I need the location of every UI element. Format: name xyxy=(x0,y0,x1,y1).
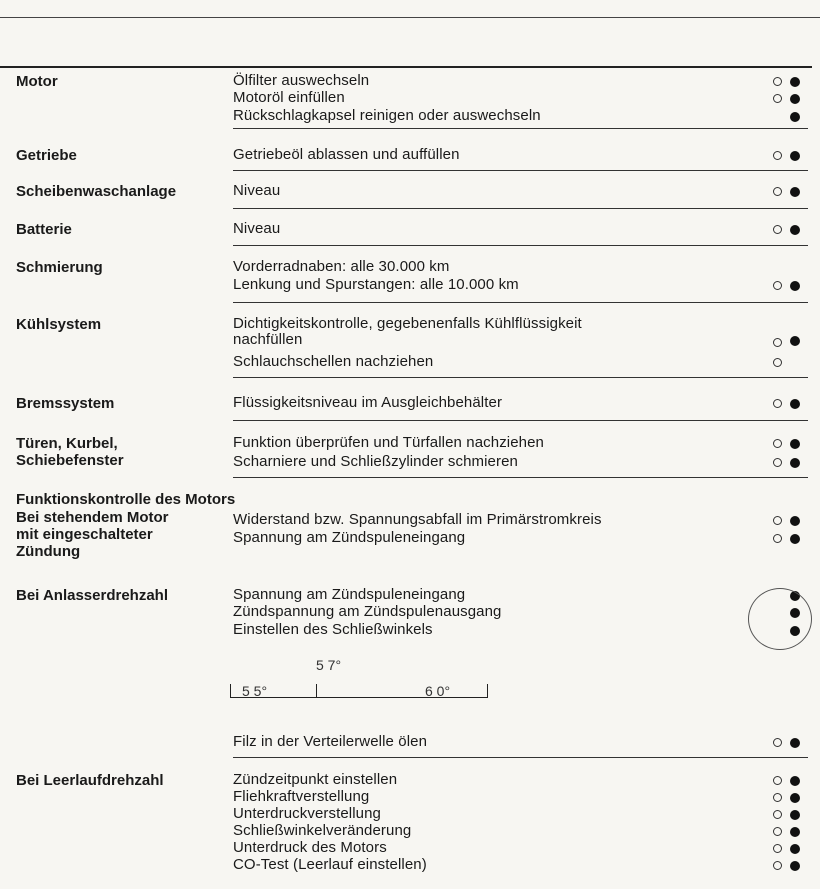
interval-open-circle-icon xyxy=(773,827,782,836)
interval-filled-dot-icon xyxy=(790,439,800,449)
interval-filled-dot-icon xyxy=(790,844,800,854)
task-item: Einstellen des Schließwinkels xyxy=(233,621,433,638)
interval-open-circle-icon xyxy=(773,793,782,802)
interval-open-circle-icon xyxy=(773,94,782,103)
interval-filled-dot-icon xyxy=(790,112,800,122)
interval-open-circle-icon xyxy=(773,810,782,819)
task-item: Filz in der Verteilerwelle ölen xyxy=(233,733,428,750)
task-item: CO-Test (Leerlauf einstellen) xyxy=(233,856,427,873)
scale-right-tick xyxy=(487,684,488,698)
header-rule xyxy=(0,66,812,68)
task-item: Fliehkraftverstellung xyxy=(233,788,370,805)
task-item: Schlauchschellen nachziehen xyxy=(233,353,434,370)
task-item: Niveau xyxy=(233,220,281,237)
interval-open-circle-icon xyxy=(773,151,782,160)
interval-open-circle-icon xyxy=(773,77,782,86)
task-item: Flüssigkeitsniveau im Ausgleichbehälter xyxy=(233,394,503,411)
interval-filled-dot-icon xyxy=(790,793,800,803)
stamp-circle xyxy=(748,588,812,650)
interval-filled-dot-icon xyxy=(790,187,800,197)
interval-filled-dot-icon xyxy=(790,827,800,837)
row-separator xyxy=(233,208,808,209)
interval-filled-dot-icon xyxy=(790,738,800,748)
interval-open-circle-icon xyxy=(773,534,782,543)
section-label: Bremssystem xyxy=(16,395,115,412)
section-label: Kühlsystem xyxy=(16,316,102,333)
task-item: Unterdruckverstellung xyxy=(233,805,381,822)
row-separator xyxy=(233,302,808,303)
scale-mid-tick xyxy=(316,684,317,698)
row-separator xyxy=(233,128,808,129)
interval-open-circle-icon xyxy=(773,776,782,785)
task-item: Ölfilter auswechseln xyxy=(233,72,370,89)
interval-filled-dot-icon xyxy=(790,776,800,786)
section-label: Getriebe xyxy=(16,147,77,164)
section-label: Scheibenwaschanlage xyxy=(16,183,177,200)
task-item: Schließwinkelveränderung xyxy=(233,822,412,839)
row-separator xyxy=(233,757,808,758)
interval-filled-dot-icon xyxy=(790,534,800,544)
section-label: Bei stehendem Motor mit eingeschalteter Zündung xyxy=(16,509,169,560)
row-separator xyxy=(233,170,808,171)
interval-open-circle-icon xyxy=(773,844,782,853)
section-label: Bei Anlasserdrehzahl xyxy=(16,587,168,604)
interval-filled-dot-icon xyxy=(790,281,800,291)
task-item: Unterdruck des Motors xyxy=(233,839,387,856)
interval-open-circle-icon xyxy=(773,225,782,234)
interval-open-circle-icon xyxy=(773,399,782,408)
interval-open-circle-icon xyxy=(773,861,782,870)
task-item: Getriebeöl ablassen und auffüllen xyxy=(233,146,460,163)
dwell-min: 5 5° xyxy=(242,683,268,699)
interval-filled-dot-icon xyxy=(790,516,800,526)
scale-left-tick xyxy=(230,684,231,698)
task-item: Spannung am Zündspuleneingang xyxy=(233,529,466,546)
task-item: Niveau xyxy=(233,182,281,199)
section-label: Funktionskontrolle des Motors xyxy=(16,491,236,508)
interval-filled-dot-icon xyxy=(790,151,800,161)
interval-filled-dot-icon xyxy=(790,861,800,871)
section-label: Bei Leerlaufdrehzahl xyxy=(16,772,164,789)
section-label: Motor xyxy=(16,73,58,90)
interval-open-circle-icon xyxy=(773,281,782,290)
task-item: Scharniere und Schließzylinder schmieren xyxy=(233,453,518,470)
task-item: Rückschlagkapsel reinigen oder auswechseln xyxy=(233,107,541,124)
row-separator xyxy=(233,477,808,478)
task-item: Motoröl einfüllen xyxy=(233,89,345,106)
interval-filled-dot-icon xyxy=(790,77,800,87)
section-label: Schmierung xyxy=(16,259,103,276)
task-item: Vorderradnaben: alle 30.000 km xyxy=(233,258,450,275)
top-rule xyxy=(0,17,820,18)
interval-open-circle-icon xyxy=(773,187,782,196)
task-item: Spannung am Zündspuleneingang xyxy=(233,586,466,603)
interval-open-circle-icon xyxy=(773,738,782,747)
task-item: Funktion überprüfen und Türfallen nachziehen xyxy=(233,434,544,451)
task-item: Zündzeitpunkt einstellen xyxy=(233,771,398,788)
row-separator xyxy=(233,420,808,421)
task-item: Dichtigkeitskontrolle, gegebenenfalls Kühlflüssigkeit nachfüllen xyxy=(233,315,582,348)
interval-open-circle-icon xyxy=(773,458,782,467)
task-item: Lenkung und Spurstangen: alle 10.000 km xyxy=(233,276,519,293)
dwell-nominal: 5 7° xyxy=(316,657,342,673)
section-label: Batterie xyxy=(16,221,72,238)
interval-open-circle-icon xyxy=(773,358,782,367)
row-separator xyxy=(233,245,808,246)
section-label: Türen, Kurbel, Schiebefenster xyxy=(16,435,124,469)
interval-open-circle-icon xyxy=(773,338,782,347)
interval-filled-dot-icon xyxy=(790,225,800,235)
interval-filled-dot-icon xyxy=(790,94,800,104)
interval-filled-dot-icon xyxy=(790,336,800,346)
row-separator xyxy=(233,377,808,378)
dwell-max: 6 0° xyxy=(425,683,451,699)
interval-open-circle-icon xyxy=(773,516,782,525)
interval-filled-dot-icon xyxy=(790,810,800,820)
interval-filled-dot-icon xyxy=(790,399,800,409)
task-item: Zündspannung am Zündspulenausgang xyxy=(233,603,502,620)
interval-filled-dot-icon xyxy=(790,458,800,468)
interval-open-circle-icon xyxy=(773,439,782,448)
task-item: Widerstand bzw. Spannungsabfall im Primärstromkreis xyxy=(233,511,602,528)
